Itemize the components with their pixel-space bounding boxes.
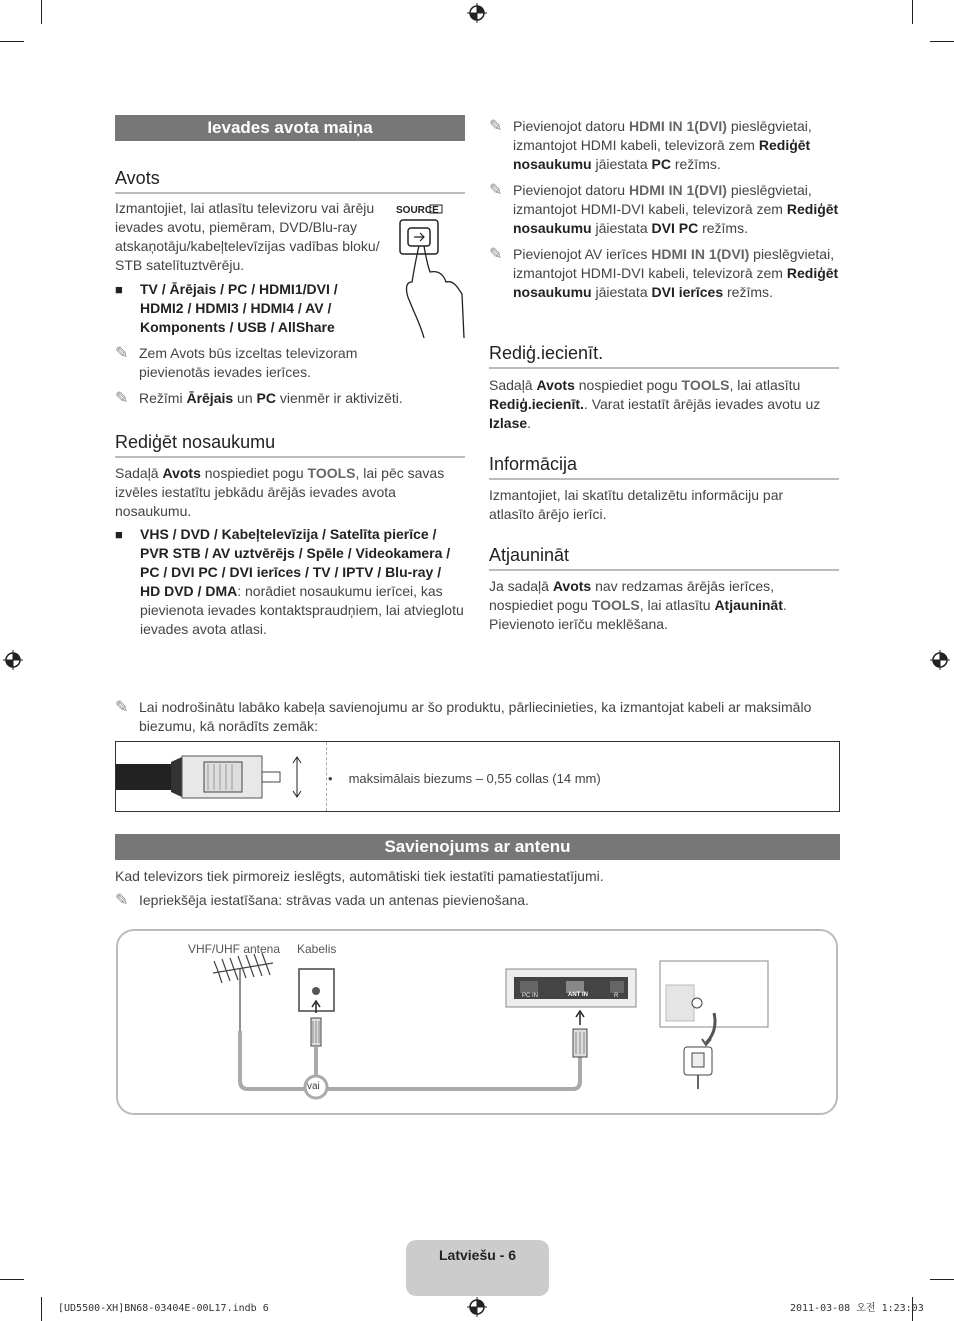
bold-text: Rediģēt nosaukumu — [513, 265, 839, 300]
crop-mark — [0, 41, 24, 42]
hdmi-cable-icon — [116, 742, 316, 811]
crop-mark — [912, 0, 913, 24]
bullet-square-icon: ■ — [115, 282, 123, 297]
bold-text: Izlase — [489, 415, 528, 431]
port-label: HDMI IN 1(DVI) — [651, 246, 750, 262]
rename-options-desc: : norādiet nosaukumu ierīcei, kas pievienota ievades kontaktspraudņiem, lai atvieglotu ievades avota atlasi. — [140, 583, 464, 637]
text: Pievienojot AV ierīces — [513, 246, 652, 262]
tools-button-label: TOOLS — [591, 597, 640, 613]
label-cable: Kabelis — [297, 942, 337, 956]
dashed-separator — [326, 742, 327, 811]
heading-refresh: Atjaunināt — [489, 546, 839, 571]
footer-date: 2011-03-08 오전 1:23:03 — [790, 1303, 924, 1314]
label-or: vai — [307, 1081, 320, 1092]
tv-back-icon — [660, 961, 768, 1045]
text: pieslēgvietai, izmantojot HDMI-DVI kabeli, televizorā zem — [513, 246, 835, 281]
page-number-tab: Latviešu - 6 — [406, 1240, 549, 1296]
antenna-icon — [213, 953, 273, 1031]
text: jāiestata — [591, 284, 652, 300]
cable-note — [115, 698, 815, 736]
tv-plug-icon — [573, 1029, 587, 1057]
text: režīms. — [723, 284, 773, 300]
antenna-note — [115, 891, 815, 910]
bold-text: Avots — [536, 377, 575, 393]
cable-note-text: Lai nodrošinātu labāko kabeļa savienojumu ar šo produktu, pārliecinieties, ka izmantojat kabeli ar maksimālo biezumu, kā norādīts zemāk: — [139, 699, 812, 734]
crop-mark — [930, 41, 954, 42]
panel-port-pc-in: PC IN — [522, 993, 539, 999]
antenna-connection-diagram — [118, 931, 836, 1113]
text: . Varat iestatīt ārējās ievades avotu uz — [583, 396, 821, 412]
pencil-note-icon: ✎ — [115, 390, 129, 407]
bold-text: Avots — [552, 578, 592, 594]
bullet-square-icon: ■ — [115, 527, 123, 542]
refresh-body — [489, 577, 819, 634]
remote-source-illustration — [392, 198, 467, 338]
registration-mark-icon — [467, 1297, 487, 1317]
edit-favourites-body — [489, 376, 839, 433]
note-bold: Ārējais — [186, 390, 234, 406]
information-body: Izmantojiet, lai skatītu detalizētu informāciju par atlasīto ārējo ierīci. — [489, 487, 784, 522]
port-label: HDMI IN 1(DVI) — [628, 118, 727, 134]
bold-text: DVI PC — [651, 220, 699, 236]
note-text: Režīmi — [139, 390, 187, 406]
bullet-dot-icon: • — [328, 771, 333, 786]
text: Sadaļā — [489, 377, 537, 393]
crop-mark — [41, 0, 42, 24]
bold-text: Rediģ.iecienīt. — [489, 396, 584, 412]
panel-port-r: R — [614, 993, 619, 999]
antenna-note-text: Iepriekšēja iestatīšana: strāvas vada un antenas pievienošana. — [139, 892, 529, 908]
registration-mark-icon — [467, 3, 487, 23]
port-label: HDMI IN 1(DVI) — [628, 182, 727, 198]
text: , lai atlasītu — [729, 377, 801, 393]
coax-plug-icon — [311, 1018, 321, 1046]
bold-text: Rediģēt nosaukumu — [513, 137, 811, 172]
text: pieslēgvietai, izmantojot HDMI kabeli, televizorā zem — [513, 118, 812, 153]
text: nav redzamas ārējās ierīces, nospiediet pogu — [489, 578, 775, 613]
bold-text: DVI ierīces — [651, 284, 724, 300]
cable-thickness-box — [115, 741, 840, 812]
tools-button-label: TOOLS — [307, 465, 356, 481]
text: jāiestata — [591, 156, 652, 172]
bold-text: Atjaunināt — [714, 597, 783, 613]
hand-pressing-button-icon — [392, 198, 467, 338]
note-item — [489, 245, 839, 302]
cable-thickness-text: maksimālais biezums – 0,55 collas (14 mm) — [348, 771, 601, 786]
note-text: un — [233, 390, 257, 406]
note-text: Zem Avots būs izceltas televizoram pievienotās ievades ierīces. — [139, 345, 358, 380]
heading-information: Informācija — [489, 455, 839, 480]
panel-port-ant-in: ANT IN — [568, 992, 588, 998]
note-text: vienmēr ir aktivizēti. — [275, 390, 403, 406]
text: režīms. — [698, 220, 748, 236]
right-notes — [489, 117, 839, 302]
pencil-note-icon: ✎ — [115, 345, 129, 362]
note-item — [489, 117, 839, 174]
text: Sadaļā — [115, 465, 163, 481]
tools-button-label: TOOLS — [681, 377, 730, 393]
heading-rename: Rediģēt nosaukumu — [115, 433, 465, 458]
source-list-item — [115, 280, 385, 337]
text: Ja sadaļā — [489, 578, 553, 594]
pencil-note-icon: ✎ — [115, 699, 129, 716]
cable-thickness-item — [328, 769, 601, 788]
pencil-note-icon: ✎ — [489, 246, 503, 263]
note-bold: PC — [256, 390, 276, 406]
antenna-body: Kad televizors tiek pirmoreiz ieslēgts, automātiski tiek iestatīti pamatiestatījumi. — [115, 868, 604, 884]
section-bar-input-source: Ievades avota maiņa — [115, 115, 465, 141]
note-item — [115, 344, 395, 382]
text: Pievienojot datoru — [513, 118, 629, 134]
registration-mark-icon — [930, 650, 950, 670]
label-vhf-uhf: VHF/UHF antena — [188, 942, 281, 956]
note-item — [115, 389, 455, 408]
heading-avots: Avots — [115, 169, 465, 194]
text: režīms. — [670, 156, 721, 172]
antenna-diagram — [116, 929, 838, 1115]
footer-filename: [UD5500-XH]BN68-03404E-00L17.indb 6 — [58, 1303, 269, 1314]
section-bar-antenna: Savienojums ar antenu — [115, 834, 840, 860]
text: Pievienojot datoru — [513, 182, 629, 198]
rename-body — [115, 464, 450, 521]
source-label: SOURCE — [396, 205, 439, 216]
text: pieslēgvietai, izmantojot HDMI-DVI kabeli, televizorā zem — [513, 182, 812, 217]
heading-edit-favourites: Rediģ.iecienīt. — [489, 344, 839, 369]
text: , lai atlasītu — [639, 597, 715, 613]
text: jāiestata — [591, 220, 652, 236]
pencil-note-icon: ✎ — [115, 892, 129, 909]
text: . — [527, 415, 532, 431]
text: . Pievienoto ierīču meklēšana. — [489, 597, 787, 632]
bold-text: Rediģēt nosaukumu — [513, 201, 839, 236]
crop-mark — [930, 1279, 954, 1280]
source-list-text: TV / Ārējais / PC / HDMI1/DVI / HDMI2 / HDMI3 / HDMI4 / AV / Komponents / USB / AllShare — [140, 281, 338, 335]
avots-body: Izmantojiet, lai atlasītu televizoru vai ārēju ievades avotu, piemēram, DVD/Blu-ray atskaņotāju/kabeļtelevīzijas vadības bloku/ STB satelītuztvērēju. — [115, 200, 380, 273]
crop-mark — [41, 1297, 42, 1321]
text: nospiediet pogu — [200, 465, 308, 481]
crop-mark — [0, 1279, 24, 1280]
registration-mark-icon — [3, 650, 23, 670]
note-item — [489, 181, 839, 238]
rename-options: VHS / DVD / Kabeļtelevīzija / Satelīta pierīce / PVR STB / AV uztvērējs / Spēle / Videokamera / PC / DVI PC / DVI ierīces / TV / IPTV / Blu-ray / HD DVD / DMA — [140, 526, 451, 599]
power-connector-icon — [684, 1047, 712, 1089]
pencil-note-icon: ✎ — [489, 182, 503, 199]
bold-text: PC — [651, 156, 671, 172]
pencil-note-icon: ✎ — [489, 118, 503, 135]
text: , lai pēc savas izvēles iestatītu jebkādu ārējās ievades avota nosaukumu. — [115, 465, 445, 519]
bold-text: Avots — [162, 465, 201, 481]
text: nospiediet pogu — [574, 377, 682, 393]
rename-list-item — [115, 525, 465, 639]
